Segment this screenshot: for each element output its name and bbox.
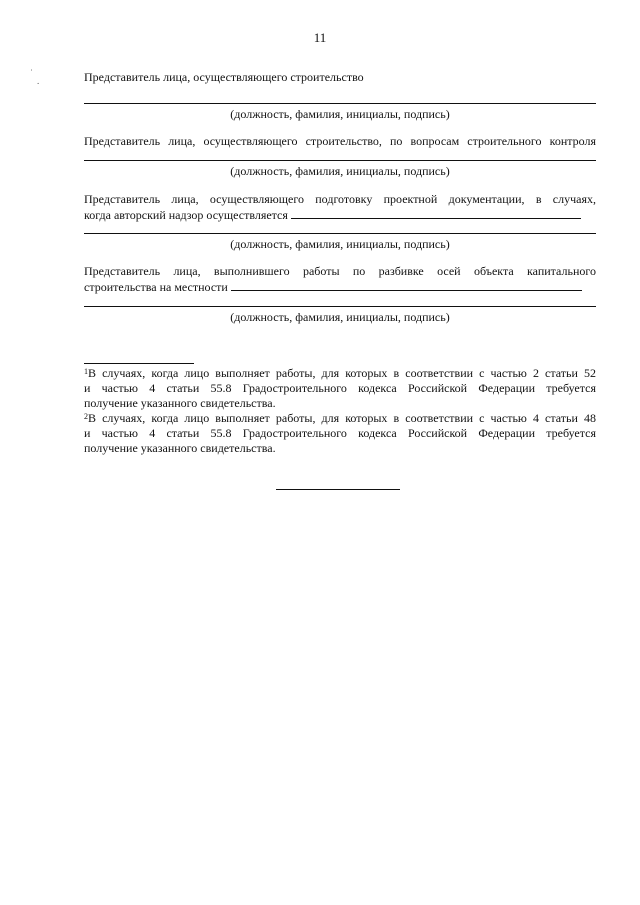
signature-caption-axis-layout: (должность, фамилия, инициалы, подпись) <box>230 310 450 324</box>
footnote-2 <box>84 411 596 456</box>
representative-builder-label: Представитель лица, осуществляющего строительство <box>84 70 364 84</box>
author-supervision-text: когда авторский надзор осуществляется <box>84 208 288 222</box>
footnote-1 <box>84 366 596 411</box>
signature-caption-construction-control: (должность, фамилия, инициалы, подпись) <box>230 164 450 178</box>
page-number: 11 <box>313 30 327 45</box>
scan-speck: . <box>37 76 40 86</box>
representative-project-documentation-label: Представитель лица, осуществляющего подготовку проектной документации, в случаях, <box>84 192 596 206</box>
representative-axis-layout-label: Представитель лица, выполнившего работы по разбивке осей объекта капитального <box>84 264 596 278</box>
footnote-1-line-1 <box>84 366 596 381</box>
representative-project-documentation-label-cont <box>84 207 581 223</box>
footnote-2-line-2: и частью 4 статьи 55.8 Градостроительного кодекса Российской Федерации требуется <box>84 426 596 440</box>
footnote-2-line-1 <box>84 411 596 426</box>
footnote-2-marker: 2 <box>84 412 88 421</box>
on-site-text: строительства на местности <box>84 280 228 294</box>
representative-construction-control-label: Представитель лица, осуществляющего строительство, по вопросам строительного контроля <box>84 134 596 148</box>
end-of-page-rule <box>276 489 400 490</box>
footnote-1-line-3: получение указанного свидетельства. <box>84 396 276 410</box>
signature-caption-builder: (должность, фамилия, инициалы, подпись) <box>230 107 450 121</box>
author-supervision-blank <box>291 208 581 219</box>
footnote-1-line-2: и частью 4 статьи 55.8 Градостроительного кодекса Российской Федерации требуется <box>84 381 596 395</box>
representative-axis-layout-label-cont <box>84 279 582 295</box>
footnote-1-text-1: В случаях, когда лицо выполняет работы, для которых в соответствии с частью 2 статьи 52 <box>88 366 596 380</box>
signature-line-builder <box>84 103 596 104</box>
signature-line-project-documentation <box>84 233 596 234</box>
signature-caption-project-documentation: (должность, фамилия, инициалы, подпись) <box>230 237 450 251</box>
signature-line-construction-control <box>84 160 596 161</box>
footnote-2-line-3: получение указанного свидетельства. <box>84 441 276 455</box>
footnote-2-text-1: В случаях, когда лицо выполняет работы, для которых в соответствии с частью 4 статьи 48 <box>88 411 596 425</box>
footnote-1-marker: 1 <box>84 367 88 376</box>
on-site-blank <box>231 280 582 291</box>
footnote-separator <box>84 363 194 364</box>
scan-speck: ˙ <box>30 68 33 78</box>
signature-line-axis-layout <box>84 306 596 307</box>
